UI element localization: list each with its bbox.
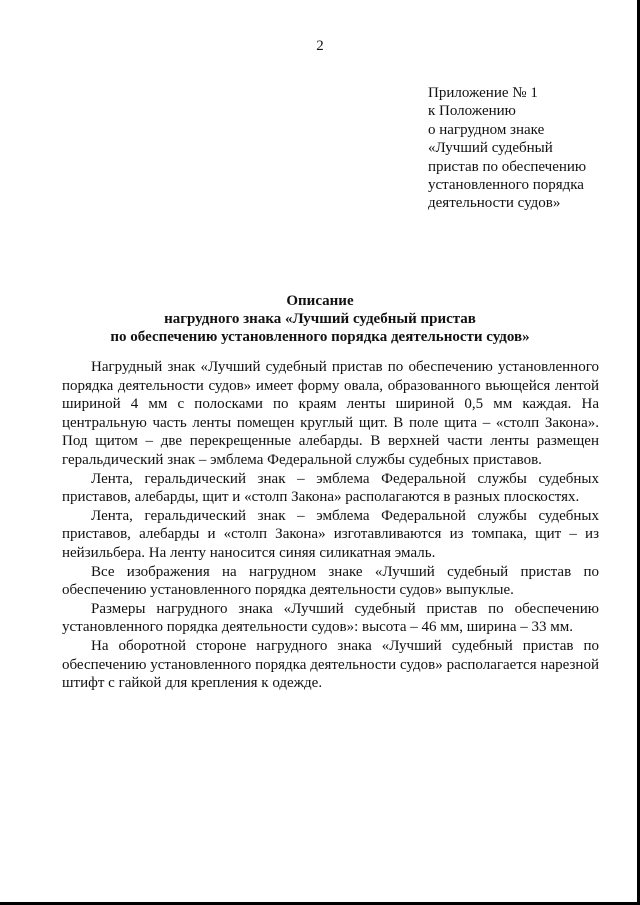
appendix-line: «Лучший судебный [428, 140, 553, 157]
appendix-line: о нагрудном знаке [428, 121, 545, 138]
paragraph: Лента, геральдический знак – эмблема Федеральной службы судебных приставов, алебарды и «столп Закона» изготавливаются из томпака, щит – из нейзильбера. На ленту наносится синяя силикатная эмаль. [62, 507, 599, 561]
title-line: нагрудного знака «Лучший судебный пристав [164, 311, 476, 328]
appendix-block [428, 84, 633, 213]
paragraph: Все изображения на нагрудном знаке «Лучший судебный пристав по обеспечению установленного порядка деятельности судов» выпуклые. [62, 563, 599, 599]
paragraph: Размеры нагрудного знака «Лучший судебный пристав по обеспечению установленного порядка деятельности судов»: высота – 46 мм, ширина – 33 мм. [62, 600, 599, 636]
appendix-line: деятельности судов» [428, 195, 561, 212]
appendix-line: Приложение № 1 [428, 85, 538, 101]
paragraph: Нагрудный знак «Лучший судебный пристав по обеспечению установленного порядка деятельности судов» имеет форму овала, образованного вьющейся лентой шириной 4 мм с полосками по краям ленты шириной 0,5 мм каждая. На центральную часть ленты помещен круглый щит. В поле щита – «столп Закона». Под щитом – две перекрещенные алебарды. В верхней части ленты размещен геральдический знак – эмблема Федеральной службы судебных приставов. [62, 359, 599, 468]
appendix-line: пристав по обеспечению [428, 158, 587, 175]
appendix-line: к Положению [428, 103, 516, 120]
document-body [62, 358, 599, 693]
appendix-line: установленного порядка [428, 177, 584, 194]
document-title [0, 292, 640, 347]
page-number: 2 [316, 38, 324, 54]
paragraph: На оборотной стороне нагрудного знака «Лучший судебный пристав по обеспечению установленного порядка деятельности судов» располагается нарезной штифт с гайкой для крепления к одежде. [62, 637, 599, 692]
paragraph: Лента, геральдический знак – эмблема Федеральной службы судебных приставов, алебарды, щит и «столп Закона» располагаются в разных плоскостях. [62, 470, 599, 506]
title-heading: Описание [286, 293, 354, 309]
title-line: по обеспечению установленного порядка деятельности судов» [110, 329, 530, 346]
